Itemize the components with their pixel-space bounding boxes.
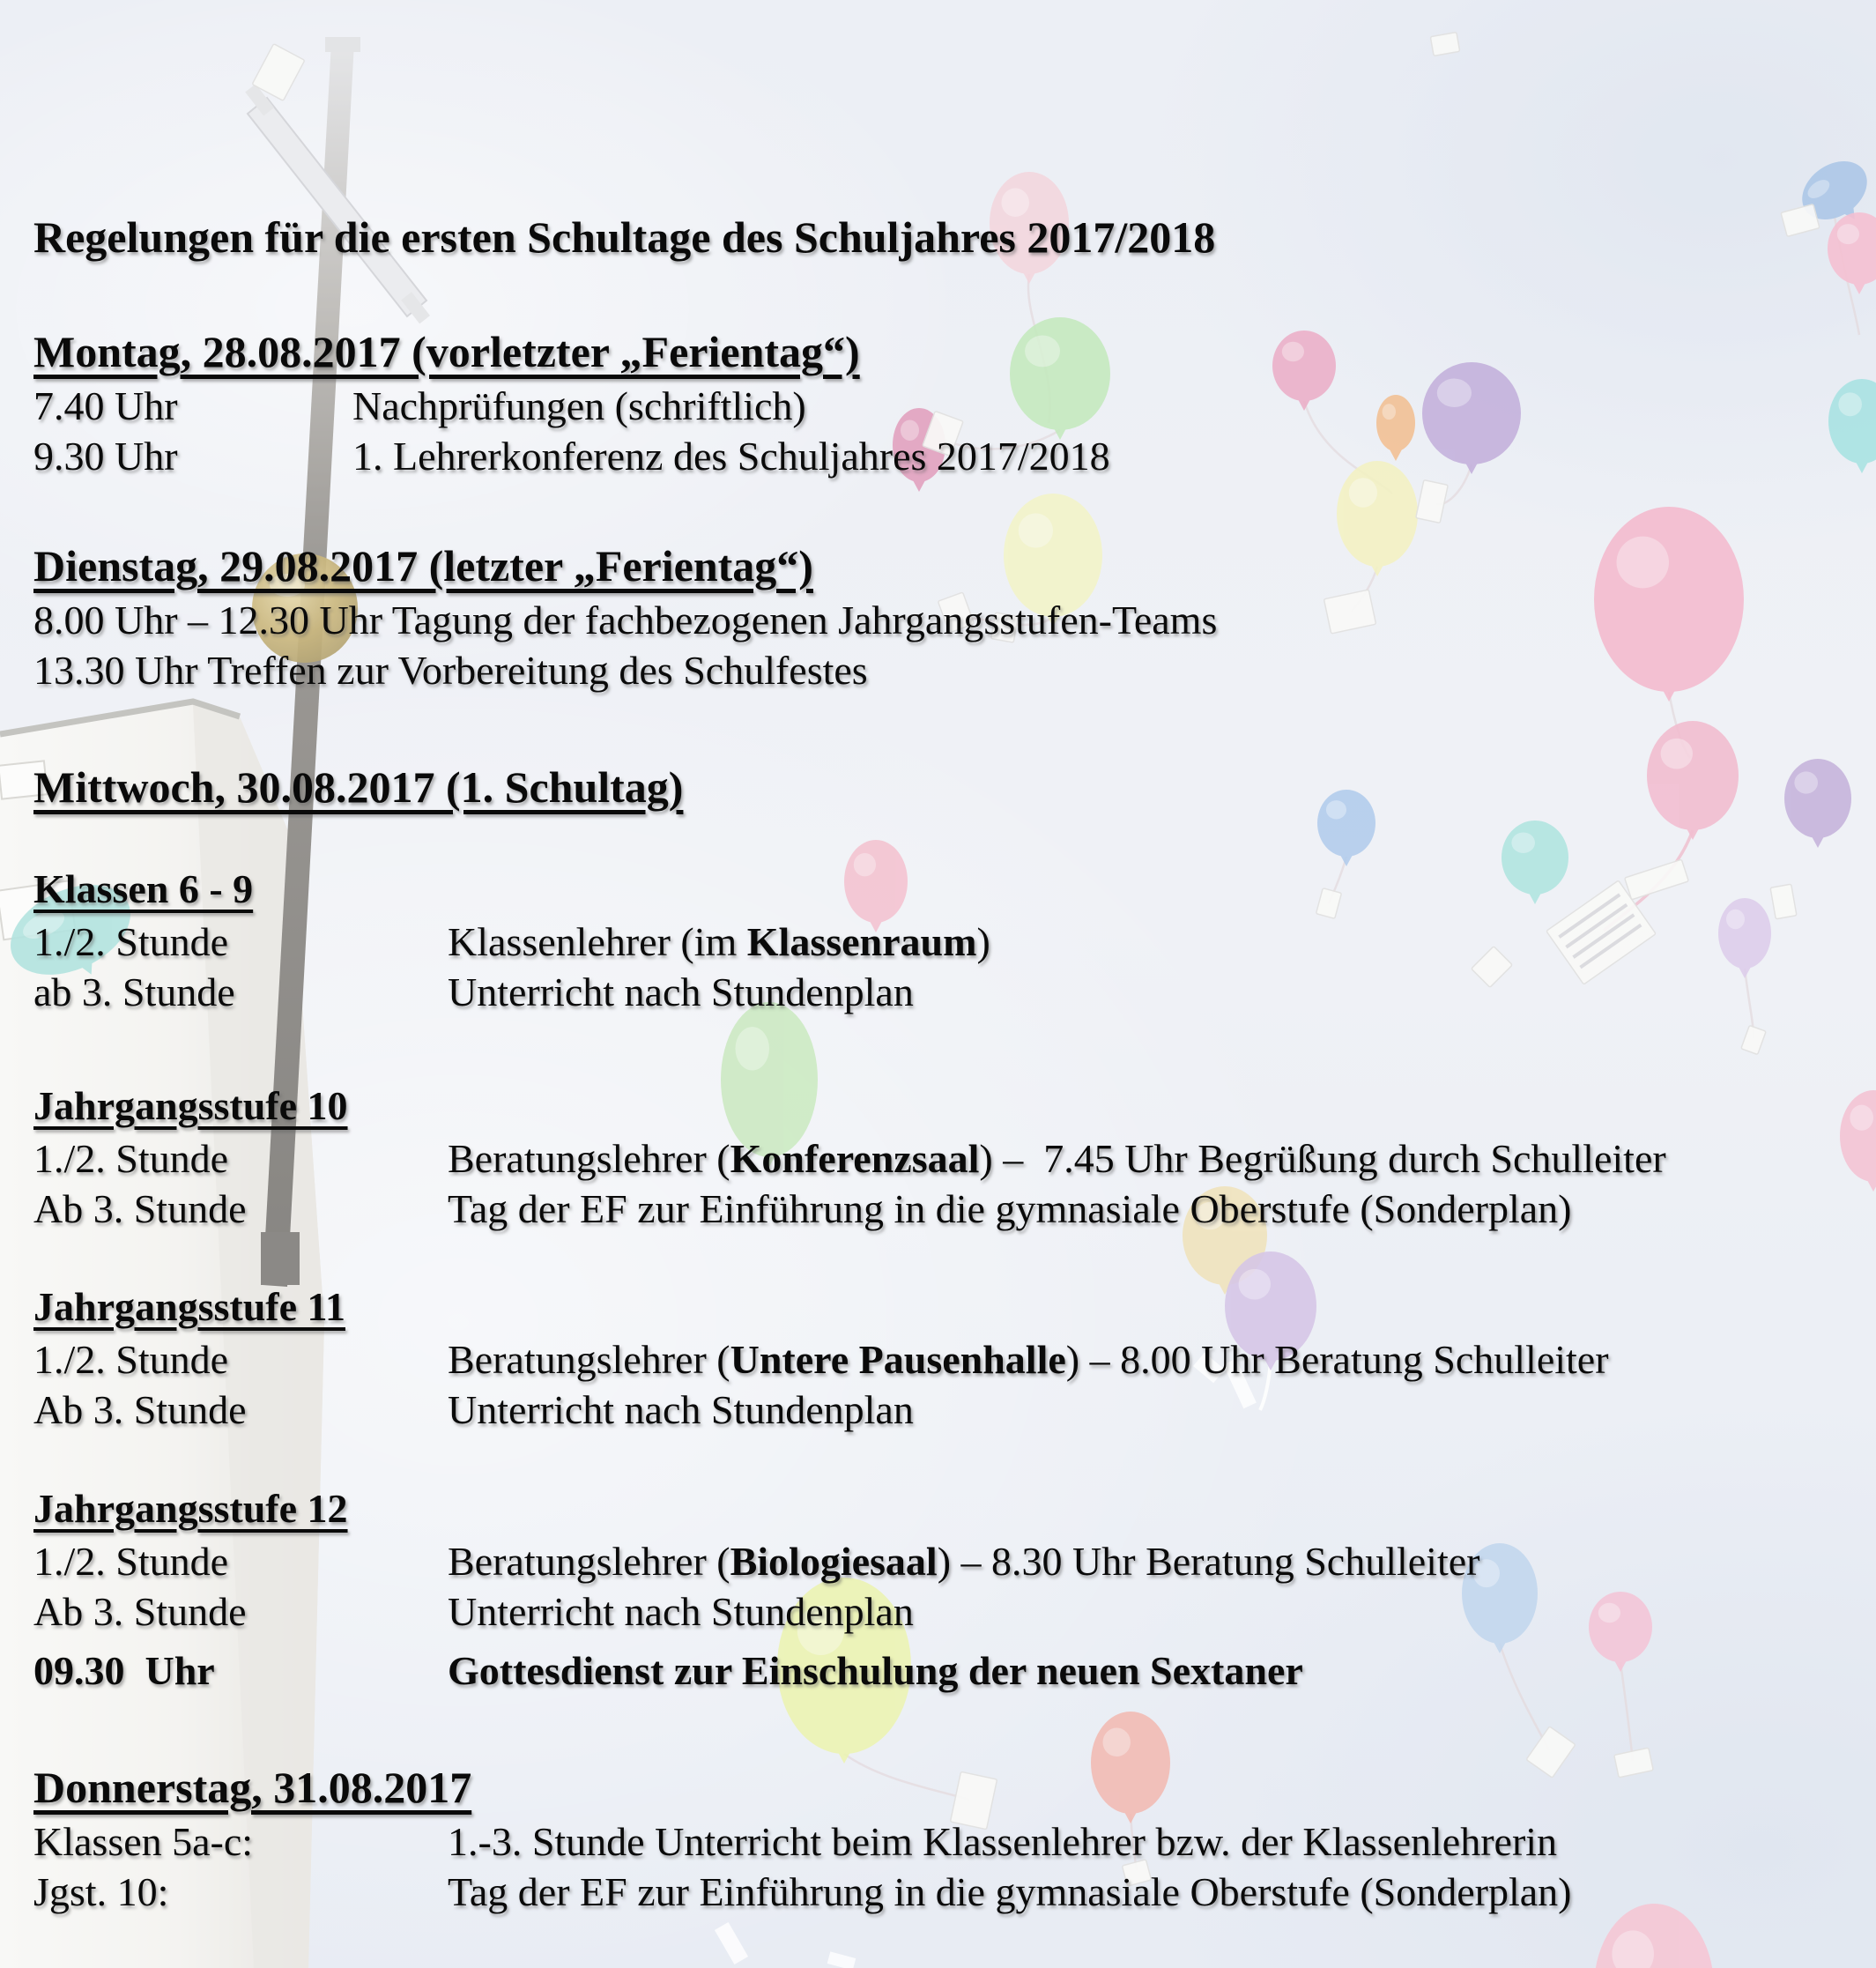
schedule-line: 8.00 Uhr – 12.30 Uhr Tagung der fachbezogenen Jahrgangsstufen-Teams bbox=[33, 598, 1218, 642]
schedule-row bbox=[33, 1867, 1858, 1917]
schedule-row bbox=[33, 431, 1858, 481]
schedule-line: 13.30 Uhr Treffen zur Vorbereitung des Schulfestes bbox=[33, 648, 868, 693]
page-title: Regelungen für die ersten Schultage des Schuljahres 2017/2018 bbox=[33, 212, 1216, 262]
class-label: Klassen 5a-c: bbox=[33, 1819, 254, 1864]
section-gottesdienst bbox=[33, 1645, 1858, 1696]
activity-text: Unterricht nach Stundenplan bbox=[448, 969, 914, 1014]
activity-text: Beratungslehrer (Biologiesaal) – 8.30 Uhr Beratung Schulleiter bbox=[448, 1539, 1480, 1584]
schedule-row bbox=[33, 381, 1858, 431]
day-heading: Donnerstag, 31.08.2017 bbox=[33, 1763, 472, 1812]
time-label: 1./2. Stunde bbox=[33, 1539, 229, 1584]
time-label: 1./2. Stunde bbox=[33, 919, 229, 964]
section-mittwoch bbox=[33, 758, 1858, 816]
activity-text: Gottesdienst zur Einschulung der neuen Sextaner bbox=[448, 1648, 1303, 1693]
section-klassen-6-9 bbox=[33, 862, 1858, 1017]
activity-text: Unterricht nach Stundenplan bbox=[448, 1387, 914, 1432]
activity-text: Klassenlehrer (im Klassenraum) bbox=[448, 919, 990, 964]
section-dienstag bbox=[33, 537, 1858, 695]
day-heading: Montag, 28.08.2017 (vorletzter „Ferientag“) bbox=[33, 327, 860, 376]
section-jahrgangsstufe-12 bbox=[33, 1482, 1858, 1637]
time-label: ab 3. Stunde bbox=[33, 969, 235, 1014]
activity-text: 1.-3. Stunde Unterricht beim Klassenlehrer bzw. der Klassenlehrerin bbox=[448, 1819, 1558, 1864]
day-heading: Mittwoch, 30.08.2017 (1. Schultag) bbox=[33, 762, 684, 812]
activity-text: Tag der EF zur Einführung in die gymnasiale Oberstufe (Sonderplan) bbox=[448, 1869, 1572, 1914]
time-label: 1./2. Stunde bbox=[33, 1337, 229, 1382]
schedule-row bbox=[33, 1184, 1858, 1234]
activity-text: Unterricht nach Stundenplan bbox=[448, 1589, 914, 1634]
activity-text: Beratungslehrer (Untere Pausenhalle) – 8.00 Uhr Beratung Schulleiter bbox=[448, 1337, 1609, 1382]
section-jahrgangsstufe-10 bbox=[33, 1079, 1858, 1234]
section-donnerstag bbox=[33, 1758, 1858, 1917]
time-label: Ab 3. Stunde bbox=[33, 1589, 247, 1634]
schedule-row bbox=[33, 1385, 1858, 1435]
schedule-row bbox=[33, 1334, 1858, 1385]
class-label: Jgst. 10: bbox=[33, 1869, 169, 1914]
schedule-row bbox=[33, 1816, 1858, 1867]
activity-text: Nachprüfungen (schriftlich) bbox=[352, 383, 806, 428]
schedule-row bbox=[33, 1645, 1858, 1696]
time-label: 09.30 Uhr bbox=[33, 1648, 215, 1693]
time-label: 9.30 Uhr bbox=[33, 434, 178, 479]
schedule-row bbox=[33, 1133, 1858, 1184]
activity-text: 1. Lehrerkonferenz des Schuljahres 2017/2018 bbox=[352, 434, 1110, 479]
section-jahrgangsstufe-11 bbox=[33, 1280, 1858, 1435]
time-label: 1./2. Stunde bbox=[33, 1136, 229, 1181]
section-montag bbox=[33, 323, 1858, 481]
group-heading: Klassen 6 - 9 bbox=[33, 866, 254, 911]
group-heading: Jahrgangsstufe 12 bbox=[33, 1486, 348, 1531]
schedule-row bbox=[33, 1586, 1858, 1637]
schedule-row bbox=[33, 1536, 1858, 1586]
group-heading: Jahrgangsstufe 11 bbox=[33, 1284, 345, 1329]
activity-text: Beratungslehrer (Konferenzsaal) – 7.45 Uhr Begrüßung durch Schulleiter bbox=[448, 1136, 1666, 1181]
schedule-row bbox=[33, 917, 1858, 967]
time-label: 7.40 Uhr bbox=[33, 383, 178, 428]
activity-text: Tag der EF zur Einführung in die gymnasiale Oberstufe (Sonderplan) bbox=[448, 1186, 1572, 1231]
day-heading: Dienstag, 29.08.2017 (letzter „Ferientag“) bbox=[33, 541, 813, 590]
group-heading: Jahrgangsstufe 10 bbox=[33, 1083, 348, 1128]
schedule-row bbox=[33, 967, 1858, 1017]
time-label: Ab 3. Stunde bbox=[33, 1387, 247, 1432]
time-label: Ab 3. Stunde bbox=[33, 1186, 247, 1231]
